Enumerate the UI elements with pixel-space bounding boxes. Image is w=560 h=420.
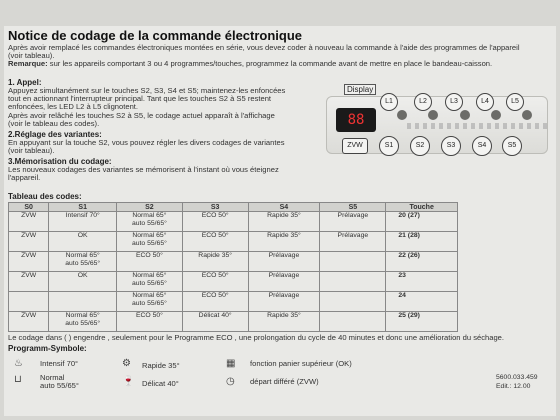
table-cell: Rapide 35° (182, 252, 248, 272)
table-cell: ECO 50° (182, 232, 248, 252)
footnote: Le codage dans ( ) engendre , seulement pour le Programme ECO , une prolongation du cycle de 40 minutes et donc une amélioration du séchage. (8, 333, 505, 342)
symbol-intensif: Intensif 70° (40, 359, 79, 368)
switch-s3[interactable]: S3 (441, 136, 461, 156)
table-cell: ECO 50° (117, 312, 183, 332)
intro-line-2: (voir tableau). (8, 51, 55, 60)
table-cell: Prélavage (248, 272, 320, 292)
table-cell: Intensif 70° (49, 212, 117, 232)
indicator-dot-icon (460, 110, 470, 120)
col-s3: S3 (182, 203, 248, 212)
symbol-rapide: Rapide 35° (142, 361, 180, 370)
codes-table (8, 202, 458, 332)
switch-s5[interactable]: S5 (502, 136, 522, 156)
section-1-title: 1. Appel: (8, 78, 42, 87)
table-row (9, 212, 458, 232)
col-s0: S0 (9, 203, 49, 212)
table-title: Tableau des codes: (8, 192, 82, 201)
table-row (9, 272, 458, 292)
table-cell: Prélavage (320, 212, 386, 232)
table-cell: OK (49, 232, 117, 252)
switch-s4[interactable]: S4 (472, 136, 492, 156)
basket-icon: ▦ (226, 358, 236, 369)
document-edition: Edit.: 12.00 (496, 383, 531, 390)
table-cell: Normal 65° auto 55/65° (117, 292, 183, 312)
remark (8, 60, 492, 69)
table-cell (320, 252, 386, 272)
table-row (9, 232, 458, 252)
display-label: Display (344, 84, 376, 95)
section-3-title: 3.Mémorisation du codage: (8, 157, 112, 166)
table-cell: Rapide 35° (248, 232, 320, 252)
led-l1: L1 (380, 93, 398, 111)
normal-icon: ⊔ (14, 374, 22, 385)
symbol-normal-1: Normal (40, 373, 65, 382)
led-l3: L3 (445, 93, 463, 111)
s3-line-1: Les nouveaux codages des variantes se mémorisent à l'instant où vous éteignez (8, 165, 279, 174)
s2-line-2: (voir tableau). (8, 146, 55, 155)
s1-line-5: (voir le tableau des codes). (8, 119, 100, 128)
s1-line-4: Après avoir relâché les touches S2 à S5, le codage actuel apparaît à l'affichage (8, 111, 275, 120)
document-page (4, 26, 556, 416)
table-cell: Normal 65° auto 55/65° (117, 232, 183, 252)
table-cell: ECO 50° (182, 272, 248, 292)
symbol-delicat: Délicat 40° (142, 379, 179, 388)
table-cell: 24 (386, 292, 458, 312)
panel-marks (407, 123, 547, 129)
table-cell: Normal 65° auto 55/65° (117, 212, 183, 232)
col-s5: S5 (320, 203, 386, 212)
s1-line-3: enfoncées, les LED L2 à L5 clignotent. (8, 102, 139, 111)
table-cell: OK (49, 272, 117, 292)
table-cell: Prélavage (320, 232, 386, 252)
table-cell (320, 292, 386, 312)
s1-line-2: tout en actionnant l'interrupteur principal. Tant que les touches S2 à S5 restent (8, 94, 272, 103)
col-s2: S2 (117, 203, 183, 212)
table-cell: 22 (26) (386, 252, 458, 272)
table-row (9, 252, 458, 272)
table-cell: Délicat 40° (182, 312, 248, 332)
table-cell: ZVW (9, 232, 49, 252)
s3-line-2: l'appareil. (8, 173, 41, 182)
rapide-icon: ⚙ (122, 358, 131, 369)
intensif-icon: ♨ (14, 358, 23, 369)
led-l5: L5 (506, 93, 524, 111)
table-cell (9, 292, 49, 312)
col-touche: Touche (386, 203, 458, 212)
table-cell: ECO 50° (182, 212, 248, 232)
table-header-row (9, 203, 458, 212)
clock-icon: ◷ (226, 376, 235, 387)
remark-text: sur les appareils comportant 3 ou 4 programmes/touches, programmez la commande avant de mettre en place le bandeau-caisson. (47, 59, 493, 68)
delicat-icon: 🍷 (122, 376, 135, 387)
table-cell (320, 272, 386, 292)
document-reference: 5600.033.459 (496, 374, 538, 381)
indicator-dot-icon (491, 110, 501, 120)
col-s4: S4 (248, 203, 320, 212)
table-cell: ECO 50° (182, 292, 248, 312)
section-2-title: 2.Réglage des variantes: (8, 130, 102, 139)
lcd-display: 88 (336, 108, 376, 132)
table-cell: Normal 65° auto 55/65° (117, 272, 183, 292)
remark-label: Remarque: (8, 59, 48, 68)
intro-line-1: Après avoir remplacé les commandes électroniques montées en série, vous devez coder à nouveau la commande à l'aide des programmes de l'appareil (8, 43, 520, 52)
table-cell: ZVW (9, 252, 49, 272)
indicator-dot-icon (397, 110, 407, 120)
symbols-title: Programm-Symbole: (8, 344, 87, 353)
led-l4: L4 (476, 93, 494, 111)
table-cell: Normal 65° auto 55/65° (49, 312, 117, 332)
table-cell: 21 (28) (386, 232, 458, 252)
page-title: Notice de codage de la commande électronique (8, 28, 303, 43)
table-cell: Rapide 35° (248, 212, 320, 232)
table-cell: 23 (386, 272, 458, 292)
indicator-dot-icon (522, 110, 532, 120)
symbol-panier: fonction panier supérieur (OK) (250, 359, 352, 368)
zvw-button[interactable]: ZVW (342, 138, 368, 154)
table-cell: Rapide 35° (248, 312, 320, 332)
table-cell: ECO 50° (117, 252, 183, 272)
s2-line-1: En appuyant sur la touche S2, vous pouvez régler les divers codages de variantes (8, 138, 285, 147)
indicator-dot-icon (428, 110, 438, 120)
table-cell: Prélavage (248, 252, 320, 272)
led-l2: L2 (414, 93, 432, 111)
symbol-normal-2: auto 55/65° (40, 381, 79, 390)
table-cell (49, 292, 117, 312)
col-s1: S1 (49, 203, 117, 212)
table-cell: 25 (29) (386, 312, 458, 332)
switch-s2[interactable]: S2 (410, 136, 430, 156)
table-cell (320, 312, 386, 332)
symbol-depart: départ différé (ZVW) (250, 377, 319, 386)
table-row (9, 292, 458, 312)
table-cell: Prélavage (248, 292, 320, 312)
s1-line-1: Appuyez simultanément sur le touches S2, S3, S4 et S5; maintenez-les enfoncées (8, 86, 286, 95)
table-cell: Normal 65° auto 55/65° (49, 252, 117, 272)
table-cell: ZVW (9, 312, 49, 332)
table-cell: ZVW (9, 212, 49, 232)
table-row (9, 312, 458, 332)
switch-s1[interactable]: S1 (379, 136, 399, 156)
table-cell: ZVW (9, 272, 49, 292)
table-cell: 20 (27) (386, 212, 458, 232)
control-panel-diagram (304, 84, 554, 164)
